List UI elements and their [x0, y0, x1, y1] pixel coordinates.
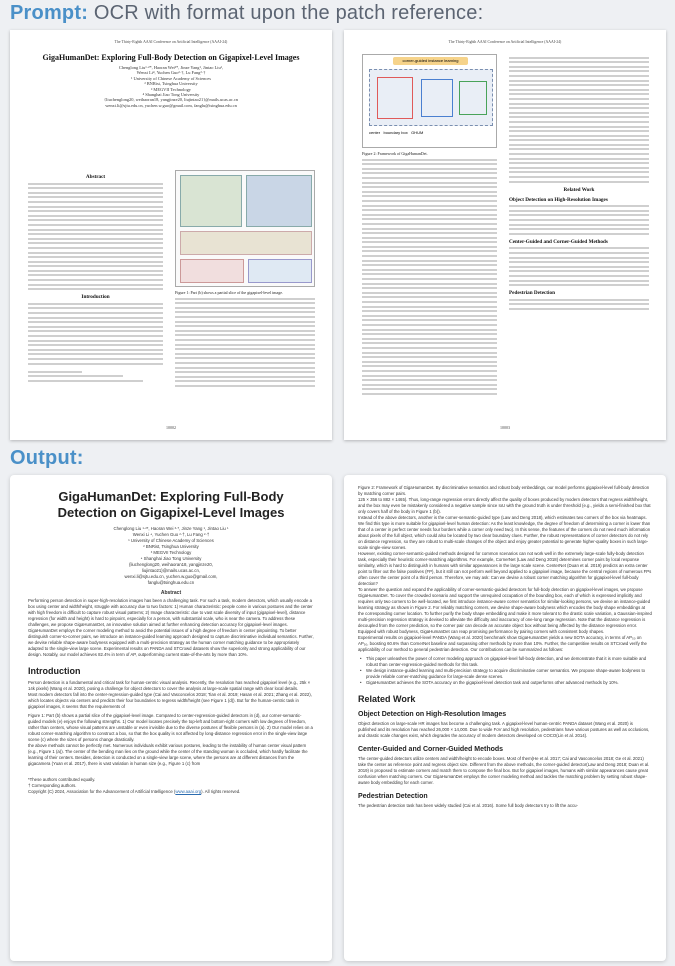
- output-authors: Wenxi Li ⁴, Yuchen Guo ²·†, Lu Fang ²·†: [132, 532, 210, 537]
- output-affiliation: ² BNRist, Tsinghua University: [143, 544, 199, 549]
- output-bullet: • This paper unleashes the power of corner modeling approach on gigapixel-level full-body detection, and we demonstrate that it is more suitable and robust than center-regression-guided methods for this task.: [358, 656, 652, 668]
- output-page-left: [10, 475, 332, 961]
- paper-affil: ⁴ Shanghai Jiao Tong University: [142, 92, 200, 98]
- reference-page-left: [10, 30, 332, 440]
- paper-affil: {liuchenglong20, weihaoran18, yangjinze20, liujintao21}@mails.ucas.ac.cn: [104, 97, 238, 103]
- output-title: GigaHumanDet: Exploring Full-Body Detection on Gigapixel-Level Images: [57, 489, 285, 520]
- output-copyright: [28, 789, 314, 795]
- output-cc-heading: Center-Guided and Corner-Guided Methods: [358, 746, 504, 753]
- output-affiliation: fanglu@tsinghua.edu.cn: [147, 580, 195, 585]
- copyright-text: Copyright (C) 2024, Association for the Advancement of Artificial Intelligence (: [28, 789, 176, 794]
- output-pd-heading: Pedestrian Detection: [358, 793, 428, 800]
- output-paragraph: 125 × 356 to 882 × 1465). Thus, long-range regression errors directly affect the quality of boxes produced by modern detectors that regress width/height, and the box may even be mistakenly considered a negative sample since IoU with the ground truth is under threshold (e.g., yields a semi-finished box that only covers half of the body in Figure 1 (b)).: [358, 497, 651, 514]
- paper-affil: ¹ University of Chinese Academy of Sciences: [131, 75, 211, 81]
- related-heading: Related Work: [563, 186, 595, 193]
- output-related-heading: Related Work: [358, 694, 416, 704]
- figure-1: [175, 170, 315, 287]
- output-heading: [10, 447, 84, 470]
- output-affiliation: wenxi.li@sjtu.edu.cn, yuchen.w.guo@gmail.com,: [124, 574, 218, 579]
- output-affiliation: ⁴ Shanghai Jiao Tong University: [140, 556, 202, 561]
- paper-authors-2: Wenxi Li⁴, Yuchen Guo²·†, Lu Fang²·†: [136, 70, 206, 76]
- output-od-heading: Object Detection on High-Resolution Images: [358, 711, 507, 718]
- output-paragraph: The pedestrian detection task has been widely studied (Cai et al. 2016). Some full body detectors try to lift the accu-: [358, 803, 578, 808]
- prompt-label: Prompt:: [10, 2, 89, 24]
- paper-title: GigaHumanDet: Exploring Full-Body Detection on Gigapixel-Level Images: [42, 53, 300, 62]
- output-bullet: • We design instance-guided learning and multi-precision strategy to acquire discriminative corner semantics. We propose shape-aware bodyness to provide reliable corner-matching guidance for large-scale dense scenes.: [358, 668, 652, 680]
- left-column: [28, 170, 163, 384]
- prompt-text: OCR with format upon the patch reference:: [93, 2, 484, 24]
- figure-2-caption: Figure 2: Framework of GigaHumanDet.: [362, 151, 428, 156]
- output-paragraph: the above methods cannot be perfectly met. Numerous individuals exhibit various postures, leading to the instability of human center visual pattern (e.g., Figure 1 (a)). The center of the bending man lies on the ground while the center of the standing woman is occluded, which hardly facilitate the learning of their centers. Besides, detection is conducted on a single-view large scene, where the persons are at different distances from the gigacamera (Yuan et al. 2017), there is vast variation in human size (e.g., Figure 1 (c) from: [28, 743, 308, 766]
- output-abstract-heading: Abstract: [160, 590, 182, 596]
- cc-heading: Center-Guided and Corner-Guided Methods: [509, 238, 608, 245]
- figure-2-title: corner-guided instance learning: [393, 57, 468, 65]
- output-authors: Chenglong Liu ¹·²*, Haoran Wei ³·*, Jinze Yang ¹, Jintao Liu ¹: [113, 526, 229, 531]
- page-number-left: 10002: [166, 425, 176, 430]
- conference-header: The Thirty-Eighth AAAI Conference on Artificial Intelligence (AAAI-24): [114, 40, 228, 44]
- copyright-text: ). All rights reserved.: [201, 789, 241, 794]
- abstract-heading: Abstract: [85, 174, 106, 180]
- aaai-link[interactable]: www.aaai.org: [175, 789, 202, 794]
- intro-heading: Introduction: [81, 294, 110, 301]
- legend-item: GHUM: [411, 130, 424, 135]
- legend-item: boundary box: [383, 130, 408, 135]
- output-abstract: Performing person detection in super-high-resolution images has been a challenging task. For such a task, modern detectors, which usually encode a box using center and width/height, struggle with accuracy due to two factors: 1) Human characteristic: people come in various postures and the center with high freedom is difficult to capture robust visual patterns; 2) Image characteristic: due to vast scale diversity of input (gigapixel-level), distance regression (for width and height) is hard to pinpoint, especially for a person, with substantial scale, who is near the camera. To address these challenges, we propose GigaHumanDet, an innovative solution aimed at further enhancing detection accuracy for gigapixel-level images. GigaHumanDet employs the corner modeling method to avoid the potential issues of a high degree of freedom in center pinpointing. To better distinguish corner-to-corner pairs, we introduce an instance-guided learning approach designed to capture discriminative individual semantics. Further, we devise reliable shape-aware bodyness equipped with a multi-precision strategy as the human corner matching guidance to be appropriately adapted to the single-view large scene. Experimental results on PANDA and STCrowd datasets show the superiority and strong applicability of our design. Notably, our model achieves 82.4% in term of AP, outperforming current state-of-the-arts by more than 10%.: [28, 598, 314, 657]
- output-footnote: *These authors contributed equally.: [28, 777, 96, 782]
- od-heading: Object Detection on High-Resolution Images: [509, 196, 608, 203]
- output-affiliation: {liuchenglong20, weihaoran18, yangjinze20,: [129, 562, 213, 567]
- output-footnote: † Corresponding authors.: [28, 783, 77, 788]
- output-affiliation: ³ MEGVII Technology: [150, 550, 192, 555]
- output-affiliation: liujintao21}@mails.ucas.ac.cn,: [141, 568, 201, 573]
- reference-page-right: [344, 30, 666, 440]
- output-paragraph: Object detection on large-scale HR images has become a challenging task. A gigapixel-level human-centric PANDA dataset (Wang et al. 2020) is published and its resolution has reached 26,000 × 14,000. Due to wide FoV and high resolution, pedestrians have various postures as well as occlusions, and drastic scale changes exist, which degrades the accuracy of modern detectors developed on COCO(Lin et al. 2014).: [358, 721, 650, 738]
- output-paragraph: To answer the question and expand the applicability of corner-semantic-guided detectors for full-body detection on gigapixel-level images, we propose GigaHumanDet. To cover the crowded scenario and support the unrequired occupation of the bounding box, each of which is expressed implicitly and requires only two corners to be well-located, we first introduce instance-aware corner semantics for similar-looking persons, we devise an instance-guided learning strategy as shown in Figure 2. For reliably matching corners, we devise shape-aware bodyness which encodes the body shape embeddings at the corresponding corner location. To further purify the body shape embedding and make it more tolerant to the drastic scale variation, a Gaussian-inspired multi-precision regression strategy is devised to alleviate the difficulty and inaccuracy of one-long range regression. Note that the distance regression is decoupled from the corner prediction, so the corner pair can decode an accurate object box without being affected by the distance regression error. Equipped with robust bodyness, GigaHumanDet can reap promising performance by pairing corners with consistent body shapes.: [358, 587, 652, 634]
- right-column: [509, 54, 649, 313]
- legend-item: center: [369, 130, 381, 135]
- output-paragraph: Instead of the above detectors, another is the corner-semantic-guided type (Law and Deng 2018), which estimates two corners of the box via heatmaps. We find this type is more suitable for gigapixel-level human detection: As the least knowledge, the degree of freedom of determining a corner is lower than that of a center in perfect center needs four borders while a corner only need two). In this sense, the features of the corners do not need much information about pixels of the full object, which could also be located by two clear boundary clues. Further, the robust representations of corner detectors do not rely on distance regression, so they are robust to multi-scale changes of the object and enjoy greater potential to generate higher-quality boxes in such large-scale single-view scenes.: [358, 515, 651, 550]
- pd-heading: Pedestrian Detection: [509, 290, 555, 297]
- paper-affil: ³ MEGVII Technology: [151, 86, 191, 92]
- paper-affil: ² BNRist, Tsinghua University: [144, 81, 198, 87]
- conference-header: The Thirty-Eighth AAAI Conference on Artificial Intelligence (AAAI-24): [448, 40, 562, 44]
- figure-2: [362, 54, 497, 148]
- output-paragraph: The center-guided detectors utilize centers and width/height to encode boxes. Most of them(He et al. 2017; Cai and Vasconcelos 2018; Ge et al. 2021) take the center as reference point and regress object size. Different from the above methods, the corner-guided detector(Law and Deng 2018; Duan et al. 2019) is proposed to estimate corners and match them to compose the final box. But for gigapixel images, humans with similar appearances cause great confusion when matching corners. Our GigaHumanDet employs the corner modeling method and tackles the matching problem by setting robust shape-aware body embedding for each corner.: [358, 756, 650, 785]
- output-paragraph: Most modern detectors fall into the center-regression-guided type (Cai and Vasconcelos 2018; Tian et al. 2019; Hasan et al. 2021; Zhang et al. 2022), which locates objects via centers and predicts their four boundaries to regress width/height (see Figure 1 (d)). But for the human-centric task in gigapixel images, it seems that the requirements of: [28, 692, 312, 709]
- output-affiliation: ¹ University of Chinese Academy of Sciences: [128, 538, 214, 543]
- output-paragraph: Person detection is a fundamental and critical task for human-centric visual analysis. Recently, the resolution has reached gigapixel level (e.g., 25k × 14k pixels) (Wang et al. 2020), posing a challenge for object detectors to cover the analysis at large-scale spatial range with clear local details.: [28, 680, 311, 691]
- output-paragraph: Figure 2: Framework of GigaHumanDet. By discriminative semantics and robust body embeddings, our model performs gigapixel-level full-body detection by matching corner pairs.: [358, 485, 650, 496]
- output-paragraph: Experimental results on gigapixel-level PANDA (Wang et al. 2020) benchmark show GigaHumanDet yields a new SOTA accuracy, in terms of AP₅₀ on AP₅₀, boosting 60.6% than CornerNet baseline and surpassing other methods by more than 10%. Further, the competitive results on STCrowd verify the applicability of our method to general pedestrian detection. Our contributions can be summarized as follows:: [358, 635, 647, 652]
- output-page-right: [344, 475, 666, 961]
- right-column: [175, 170, 315, 389]
- page-number-right: 10003: [500, 425, 510, 430]
- figure-1-caption: Figure 1: Part (b) shows a partial slice of the gigapixel-level image.: [175, 290, 283, 295]
- prompt-heading: [10, 2, 483, 25]
- paper-affil: wenxi.li@sjtu.edu.cn, yuchen.w.guo@gmail.com, fanglu@tsinghua.edu.cn: [105, 102, 237, 108]
- output-label: Output:: [10, 447, 84, 469]
- output-paragraph: However, existing corner-semantic-guided methods designed for common scenarios can not work well in the extremely large-scale fully-body detection task, especially their heuristic corner-matching algorithms. For example, CornerNet (Law and Deng 2018) determines corner pairs by local response similarity, which is hard to distinguish in humans with similar appearances in the large scale scene. CenterNet (Duan et al. 2019) predicts an extra center point to filter out the false positives (FP), but it still can not perform well beyond applied to a gigapixel image, because the central regions of numerous FPs often cover the center point of a third person. Therefore, we may ask: Can we devise a robust corner matching algorithm for gigapixel-level full-body detection?: [358, 551, 652, 586]
- paper-authors: Chenglong Liu¹·²*, Haoran Wei³*, Jinze Yang¹, Jintao Liu¹,: [118, 65, 224, 70]
- left-column: [362, 54, 497, 397]
- output-bullet: • GigaHumanDet achieves the SOTA accuracy on the gigapixel-level detection task and outperforms other advanced methods by 10%.: [358, 680, 652, 686]
- output-paragraph: Figure 1: Part (b) shows a partial slice of the gigapixel-level image. Compared to center-regression-guided detectors in (d), our corner-semantic-guided models (e) enjoys the following strengths. 1) Our model locates precisely the top-left and bottom-right corners with low degrees of freedom, rather than centers, whose visual patterns are unstable or even invisible due to the diverse postures of flexible persons in (a). 2) Our model relies on a robust corner-matching algorithm to construct a box, so that the box quality is not affected by long-distance regression error in the single-view large scene (c) where the sizes of persons change drastically.: [28, 713, 313, 742]
- output-intro-heading: Introduction: [28, 666, 81, 676]
